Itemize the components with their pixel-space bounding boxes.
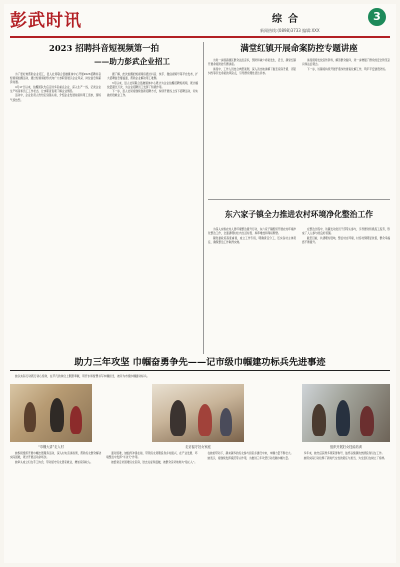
article-c-columns [208, 228, 390, 245]
photo-figure [50, 398, 64, 432]
article-b-col-1 [208, 59, 296, 76]
photo-training [302, 384, 390, 442]
article-b-col-2 [302, 59, 390, 76]
article-c-col-2 [302, 228, 390, 245]
paragraph: 她经常走访困难妇女家庭，送去关爱和温暖，被群众亲切地称为“贴心人”。 [111, 460, 197, 464]
feature-col-4 [299, 452, 390, 560]
paragraph: 多年来，她先后获得多项荣誉称号，始终以饱满的热情投身妇女工作。 [303, 452, 385, 455]
paragraph: 据了解，此次拍摄的短视频将通过抖音、快手、微信视频号等平台发布，扩大招聘信息覆盖面，帮助企业解决用工难题。 [107, 73, 198, 81]
paragraph: 镇党委政府高度重视，成立工作专班，明确责任分工，压实各村主体责任，确保整治工作取得实效。 [208, 236, 296, 244]
photo-home-visit [152, 384, 244, 442]
article-a-subhead: ——助力彭武企业招工 [94, 57, 170, 66]
feature-lead: 她以实际行动践行初心使命，在平凡的岗位上默默奉献，用汗水和智慧书写巾帼担当，被评为市级巾帼建功标兵。 [15, 374, 150, 378]
photo-caption: 组织开展妇女技能培训 [330, 445, 362, 449]
feature-banner [10, 354, 390, 368]
paragraph: 在她的带动下，越来越多的妇女参与到家乡建设中来，巾帼力量不断壮大。 [207, 452, 294, 455]
article-b-columns [208, 59, 390, 76]
article-a-col-2 [107, 73, 198, 103]
photo-figure [24, 402, 36, 432]
paragraph: 她牵头成立妇女手工协会，带动留守妇女居家就业，增加家庭收入。 [15, 460, 93, 464]
feature-body [10, 452, 390, 560]
paragraph: 在整治过程中，该镇发动党员干部带头参与，引导群众积极投工投劳，形成了人人参与的良好氛围。 [302, 228, 390, 236]
photo-caption: 走访留守妇女家庭 [185, 445, 211, 449]
article-village-cleanup [208, 209, 390, 359]
newspaper-page [4, 4, 396, 563]
article-a-columns [10, 73, 198, 103]
masthead-logo: 彭武时讯 [10, 11, 82, 31]
section-label: 综合 [272, 14, 304, 25]
paragraph: 下一步，该镇将持续开展矛盾纠纷排查化解工作，筑牢平安建设防线。 [307, 67, 388, 71]
feature-col-2 [106, 452, 197, 560]
photo-figure [170, 400, 186, 436]
paragraph: 为进一步提高辖区群众法治意识，预防和减少命案发生，近日，满堂红镇开展命案防控专题讲座。 [208, 59, 296, 67]
paragraph: 为了更好地帮助企业招工，县人社局联合县融媒体中心开展2023招聘抖音短视频拍摄活动，通过短视频的形式向广大求职者展示企业风采、岗位信息和薪资待遇。 [10, 73, 101, 85]
section-divider [208, 199, 390, 200]
paragraph: 3月以来，县人社局联合县融媒体中心累计为企业拍摄招聘短视频，累计播放量超过万次，为企业招聘员工发挥了积极作用。 [107, 81, 198, 89]
article-b-headline: 满堂红镇开展命案防控专题讲座 [240, 43, 358, 53]
paragraph: 讲座中，工作人员结合典型案例，深入浅出地讲解了婚恋家庭矛盾、邻里纠纷等引发命案的风险点，引导群众理性表达诉求。 [208, 67, 296, 75]
paragraph: 她表示，将继续发挥模范带头作用，为推进三年攻坚行动贡献巾帼力量。 [207, 456, 291, 460]
photo-figure [70, 406, 82, 434]
banner-rule [10, 370, 390, 371]
article-c-col-1 [208, 228, 296, 245]
photo-caption: “巾帼大讲”走入村 [38, 445, 64, 449]
column-divider [203, 42, 204, 354]
paragraph: 讲座现场发放宣传资料，解答群众疑问，进一步增强了群众的安全防范意识和法治观念。 [302, 59, 390, 67]
masthead [10, 6, 390, 38]
photo-figure [336, 400, 350, 436]
dateline: 新闻热线:(0898)3733 编辑:XXX [260, 28, 320, 33]
photo-figure [312, 404, 326, 436]
article-c-headline: 东六家子镇全力推进农村环境净化整治工作 [224, 210, 374, 219]
page-number-badge: 3 [368, 8, 386, 26]
paragraph: 为深入实施农村人居环境整治提升行动，东六家子镇组织开展农村环境净化整治工作，全面清理村庄内生活垃圾、柴草堆放和残垣断壁。 [208, 228, 296, 236]
paragraph: 下一步，县人社局将继续创新招聘方式，持续开展线上线下招聘活动，切实做好稳就业工作。 [107, 90, 198, 98]
feature-headline: 助力三年攻坚 巾帼奋勇争先——记市级巾帼建功标兵先进事迹 [74, 357, 326, 368]
paragraph: 4月17日以来，拍摄团队先后走进多家重点企业，深入生产一线，记录企业生产场景和员工工作状态，让求职者直观了解企业情况。 [10, 85, 101, 93]
masthead-rule [10, 36, 390, 38]
paragraph: 截至目前，共清理垃圾吨，整治村庄环境，村容村貌明显改善，群众幸福感不断提升。 [302, 236, 390, 244]
feature-col-1 [10, 452, 101, 560]
article-a-headline: 2023 招聘抖音短视频第一拍 [49, 43, 159, 53]
photo-figure [360, 406, 374, 436]
photo-figure [198, 404, 212, 436]
paragraph: 面对困难，她始终冲锋在前，带领妇女同胞投身乡村振兴，在产业发展、环境整治中发挥“半边天”作用。 [106, 452, 198, 460]
feature-col-3 [203, 452, 294, 560]
paragraph: 她用实际行动诠释了新时代女性的责任与担当，为全县妇女树立了榜样。 [303, 456, 387, 460]
photo-figure [220, 408, 232, 436]
paragraph: 她积极组织开展巾帼志愿服务活动，深入村屯宣讲政策，帮助妇女群众解决实际困难，累计开展活动余场次。 [10, 452, 102, 460]
article-a-col-1 [10, 73, 101, 103]
photo-lecture [10, 384, 92, 442]
article-homicide-prevention [208, 42, 390, 192]
article-recruitment-video [10, 42, 198, 382]
paragraph: 活动中，企业负责人纷纷走到镜头前，介绍企业发展前景和用工需求，现场气氛热烈。 [10, 94, 101, 102]
